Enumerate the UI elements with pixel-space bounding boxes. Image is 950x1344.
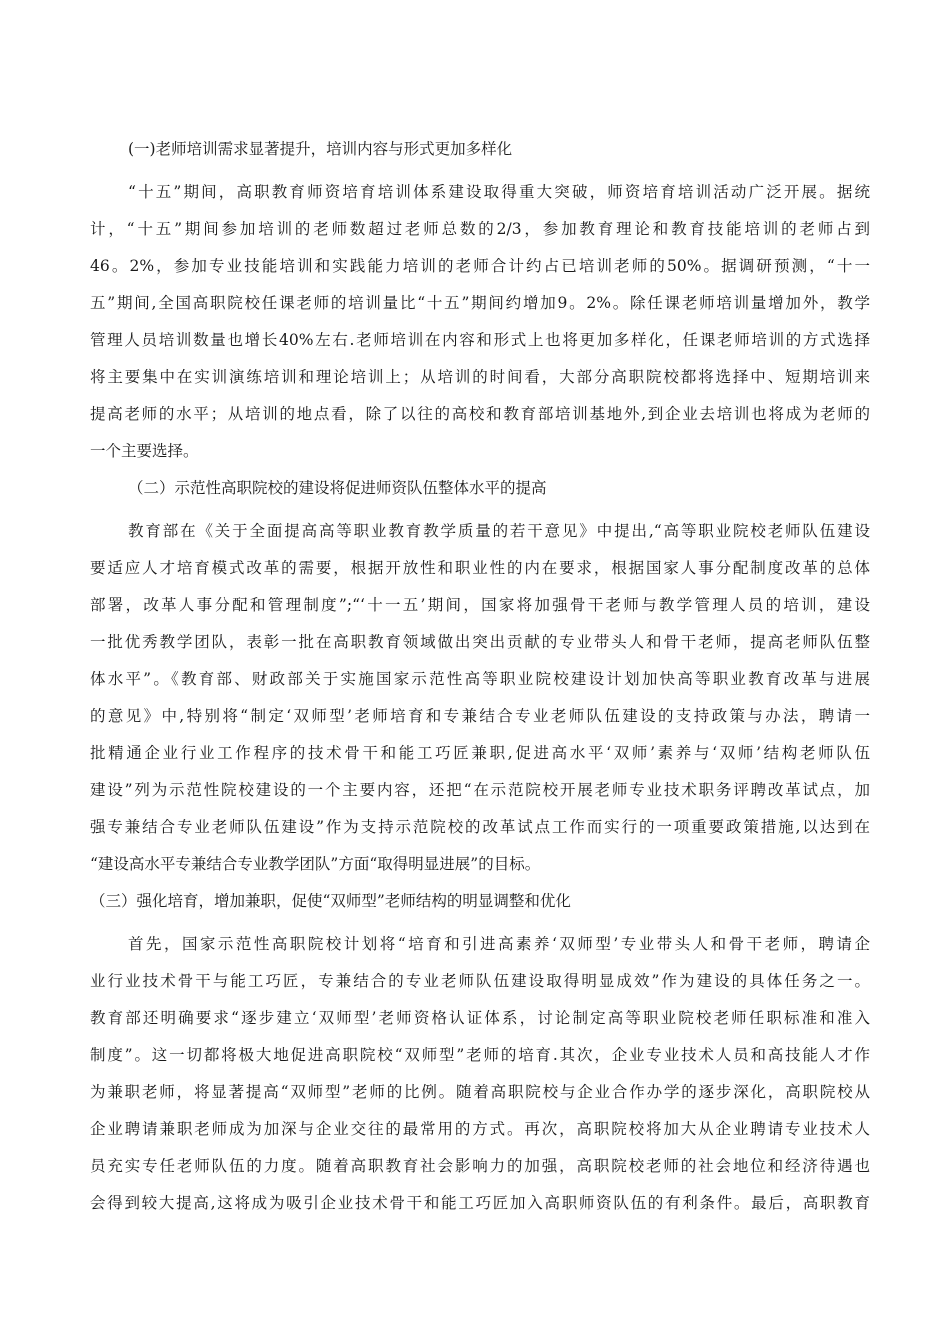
paragraph-line: “建设高水平专兼结合专业教学团队”方面“取得明显进展”的目标。	[90, 855, 541, 873]
paragraph-line: 提高老师的水平；从培训的地点看，除了以往的高校和教育部培训基地外,到企业去培训也将成为老师的	[90, 405, 870, 423]
paragraph-line: 企业聘请兼职老师成为加深与企业交往的最常用的方式。再次，高职院校将加大从企业聘请专业技术人	[90, 1120, 870, 1138]
paragraph-line: 批精通企业行业工作程序的技术骨干和能工巧匠兼职,促进高水平‘双师’素养与‘双师’结构老师队伍	[90, 744, 870, 762]
paragraph-line: 教育部还明确要求“逐步建立‘双师型’老师资格认证体系，讨论制定高等职业院校老师任职标准和准入	[90, 1009, 870, 1027]
paragraph-line: 建设”列为示范性院校建设的一个主要内容，还把“在示范院校开展老师专业技术职务评聘改革试点，加	[90, 781, 870, 799]
paragraph-line: 会得到较大提高,这将成为吸引企业技术骨干和能工巧匠加入高职师资队伍的有利条件。最后，高职教育	[90, 1194, 870, 1212]
paragraph-line: 将主要集中在实训演练培训和理论培训上；从培训的时间看，大部分高职院校都将选择中、短期培训来	[90, 368, 870, 386]
paragraph-line: 体水平”。《教育部、财政部关于实施国家示范性高等职业院校建设计划加快高等职业教育改革与进展	[90, 670, 870, 688]
section-heading: （三）强化培育，增加兼职，促使“双师型”老师结构的明显调整和优化	[90, 892, 571, 910]
paragraph-line: 要适应人才培育模式改革的需要，根据开放性和职业性的内在要求，根据国家人事分配制度改革的总体	[90, 559, 870, 577]
paragraph-line: 五”期间,全国高职院校任课老师的培训量比“十五”期间约增加9。2%。除任课老师培训量增加外，教学	[90, 294, 870, 312]
section-heading: (一)老师培训需求显著提升，培训内容与形式更加多样化	[128, 140, 513, 158]
paragraph-line: 业行业技术骨干与能工巧匠，专兼结合的专业老师队伍建设取得明显成效”作为建设的具体任务之一。	[90, 972, 870, 990]
paragraph-line: 一批优秀教学团队，表彰一批在高职教育领域做出突出贡献的专业带头人和骨干老师，提高老师队伍整	[90, 633, 870, 651]
paragraph-line: 员充实专任老师队伍的力度。随着高职教育社会影响力的加强，高职院校老师的社会地位和经济待遇也	[90, 1157, 870, 1175]
section-heading: （二）示范性高职院校的建设将促进师资队伍整体水平的提高	[128, 479, 547, 497]
paragraph-line: 制度”。这一切都将极大地促进高职院校“双师型”老师的培育.其次，企业专业技术人员和高技能人才作	[90, 1046, 870, 1064]
paragraph-line: 教育部在《关于全面提高高等职业教育教学质量的若干意见》中提出,“高等职业院校老师队伍建设	[128, 522, 870, 540]
paragraph-line: 一个主要选择。	[90, 442, 199, 460]
paragraph-line: 的意见》中,特别将“制定‘双师型’老师培育和专兼结合专业老师队伍建设的支持政策与办法，聘请一	[90, 707, 870, 725]
paragraph-line: 为兼职老师，将显著提高“双师型”老师的比例。随着高职院校与企业合作办学的逐步深化，高职院校从	[90, 1083, 870, 1101]
paragraph-line: “十五”期间，高职教育师资培育培训体系建设取得重大突破，师资培育培训活动广泛开展。据统	[128, 183, 870, 201]
paragraph-line: 46。2%，参加专业技能培训和实践能力培训的老师合计约占已培训老师的50%。据调研预测，“十一	[90, 257, 870, 275]
paragraph-line: 管理人员培训数量也增长40%左右.老师培训在内容和形式上也将更加多样化，任课老师培训的方式选择	[90, 331, 870, 349]
paragraph-line: 首先，国家示范性高职院校计划将“培育和引进高素养‘双师型’专业带头人和骨干老师，聘请企	[128, 935, 870, 953]
paragraph-line: 强专兼结合专业老师队伍建设”作为支持示范院校的改革试点工作而实行的一项重要政策措施,以达到在	[90, 818, 870, 836]
paragraph-line: 计，“十五”期间参加培训的老师数超过老师总数的2/3，参加教育理论和教育技能培训的老师占到	[90, 220, 870, 238]
paragraph-line: 部署，改革人事分配和管理制度”;“‘十一五’期间，国家将加强骨干老师与教学管理人员的培训，建设	[90, 596, 870, 614]
